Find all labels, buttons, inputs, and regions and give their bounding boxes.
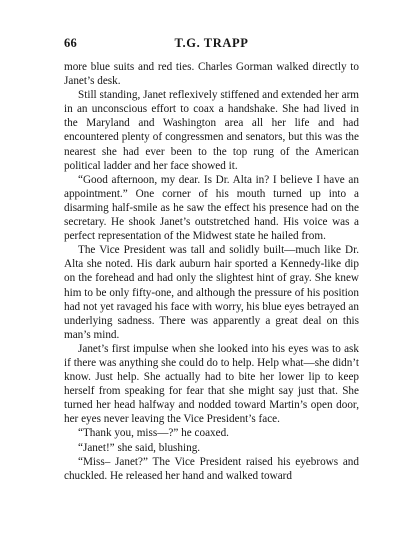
running-head: [64, 36, 359, 52]
paragraph: The Vice President was tall and solidly built—much like Dr. Alta she noted. His dark auburn hair sported a Kennedy-like dip on the forehead and had only the slightest hint of gray. She knew him to be only fifty-one, and although the pressure of his position had not yet ravaged his face with worry, his blue eyes betrayed an underlying sadness. There was apparently a great deal on this man’s mind.: [64, 244, 359, 341]
paragraph: “Janet!” she said, blushing.: [78, 441, 201, 454]
paragraph: “Miss– Janet?” The Vice President raised his eyebrows and chuckled. He released her hand and walked toward: [64, 455, 359, 482]
paragraph: Janet’s first impulse when she looked into his eyes was to ask if there was anything she could do to help. Help what—she didn’t know. Just help. She actually had to bite her lower lip to keep herself from speaking for fear that she might say just that. She turned her head halfway and nodded toward Martin’s open door, her eyes never leaving the Vice President’s face.: [64, 342, 359, 426]
paragraph: “Thank you, miss—?” he coaxed.: [78, 427, 229, 440]
paragraph: more blue suits and red ties. Charles Gorman walked directly to Janet’s desk.: [64, 61, 359, 88]
body-text: [64, 60, 359, 483]
paragraph: Still standing, Janet reflexively stiffened and extended her arm in an unconscious effort to coax a handshake. She had lived in the Maryland and Washington area all her life and had encountered plenty of congressmen and senators, but this was the nearest she had ever been to the top rung of the American political ladder and her face showed it.: [64, 89, 359, 172]
paragraph: “Good afternoon, my dear. Is Dr. Alta in? I believe I have an appointment.” One corner of his mouth turned up into a disarming half-smile as he saw the effect his presence had on the secretary. He shook Janet’s outstretched hand. His voice was a perfect representation of the Midwest state he hailed from.: [64, 173, 359, 243]
running-title: T.G. TRAPP: [174, 36, 249, 50]
page-number: 66: [64, 36, 78, 50]
